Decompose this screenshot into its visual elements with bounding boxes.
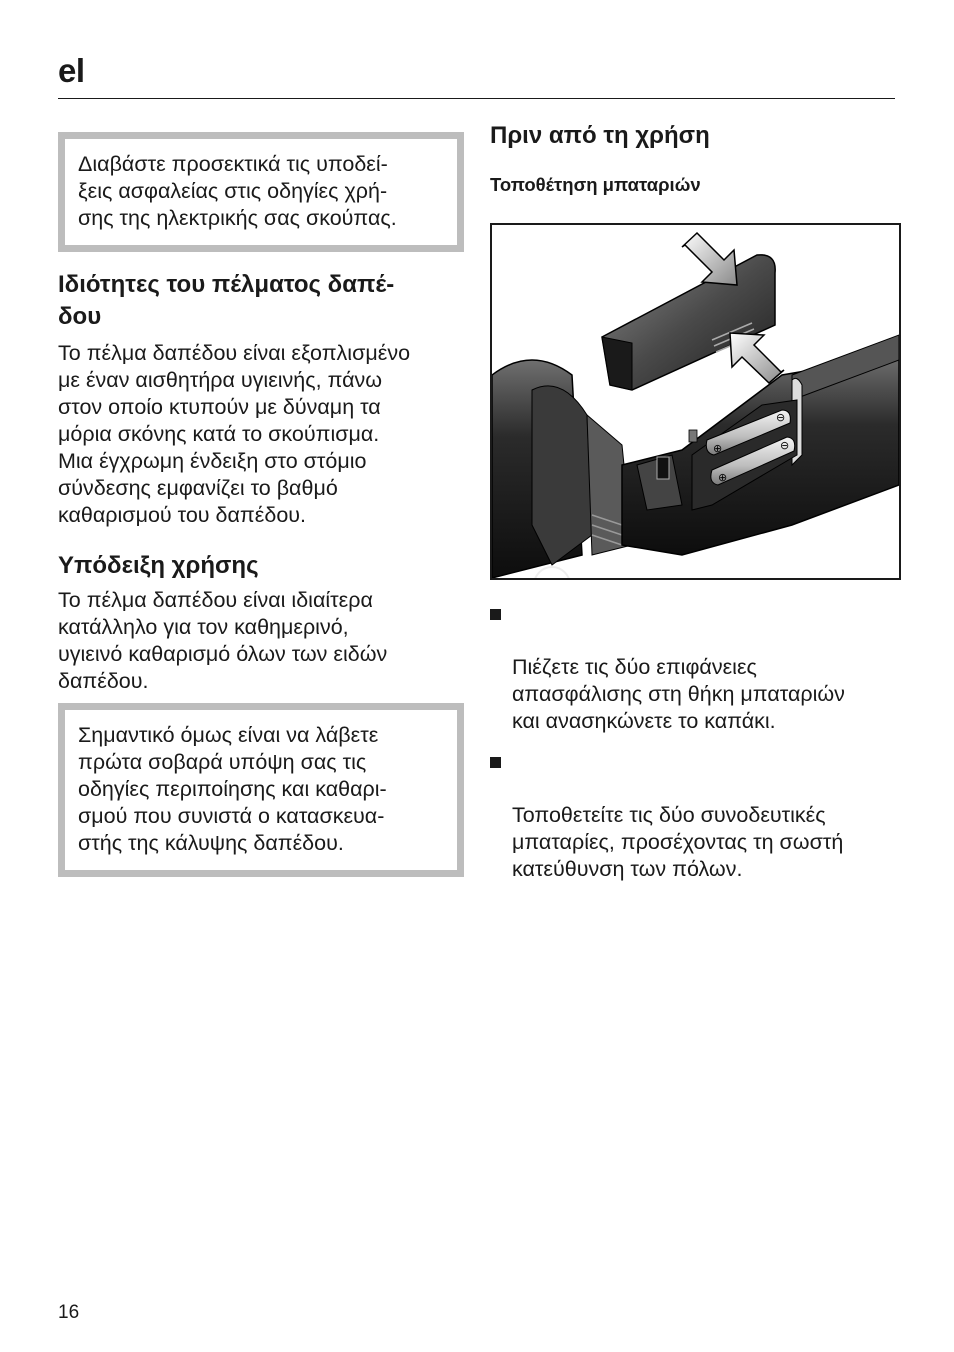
bullet-square-icon <box>490 609 501 620</box>
list-item <box>490 748 902 883</box>
instruction-list <box>490 600 902 883</box>
header-rule <box>58 98 895 99</box>
battery-drawing <box>492 225 899 578</box>
language-code: el <box>58 52 85 89</box>
list-item-text: Τοποθετείτε τις δύο συνοδευτικές μπαταρίες, προσέχοντας τη σωστή κατεύθυνση των πόλων. <box>512 803 844 881</box>
usage-paragraph: Το πέλμα δαπέδου είναι ιδιαίτερα κατάλληλο για τον καθημερινό, υγιεινό καθαρισμό όλων των ειδών δαπέδου. <box>58 588 388 693</box>
safety-note-box <box>58 132 464 252</box>
battery-illustration <box>490 223 901 580</box>
care-note-box <box>58 703 464 877</box>
svg-text:⊖: ⊖ <box>776 411 786 424</box>
care-note-text: Σημαντικό όμως είναι να λάβετε πρώτα σοβαρά υπόψη σας τις οδηγίες περιποίησης και καθαρι- σμού που συνιστά ο κατασκευα- στής της κάλυψης δαπέδου. <box>78 723 387 855</box>
instruction-list-wrap <box>490 600 902 883</box>
list-item <box>490 600 902 735</box>
list-item-text: Πιέζετε τις δύο επιφάνειες απασφάλισης στη θήκη μπαταριών και ανασηκώνετε το καπάκι. <box>512 655 845 733</box>
section-heading-usage: Υπόδειξη χρήσης <box>58 552 259 579</box>
right-column <box>490 120 902 196</box>
features-paragraph: Το πέλμα δαπέδου είναι εξοπλισμένο με έναν αισθητήρα υγιεινής, πάνω στον οποίο κτυπούν με δύναμη τα μόρια σκόνης κατά το σκούπισμα. Μια έγχρωμη ένδειξη στο στόμιο σύνδεσης εμφανίζει το βαθμό καθαρισμού του δαπέδου. <box>58 341 411 527</box>
section-heading-features: Ιδιότητες του πέλματος δαπέ- δου <box>58 271 395 330</box>
left-column <box>58 132 464 877</box>
subheading-battery-insert: Τοποθέτηση μπαταριών <box>490 174 701 195</box>
battery-lid <box>602 255 775 390</box>
page-number: 16 <box>58 1302 80 1323</box>
svg-text:⊖: ⊖ <box>780 439 790 452</box>
svg-text:⊕: ⊕ <box>718 471 728 484</box>
svg-text:⊕: ⊕ <box>713 442 723 455</box>
bullet-square-icon <box>490 757 501 768</box>
section-heading-before-use: Πριν από τη χρήση <box>490 122 710 149</box>
safety-note-text: Διαβάστε προσεκτικά τις υποδεί- ξεις ασφαλείας στις οδηγίες χρή- σης της ηλεκτρικής σας σκούπας. <box>78 152 397 230</box>
